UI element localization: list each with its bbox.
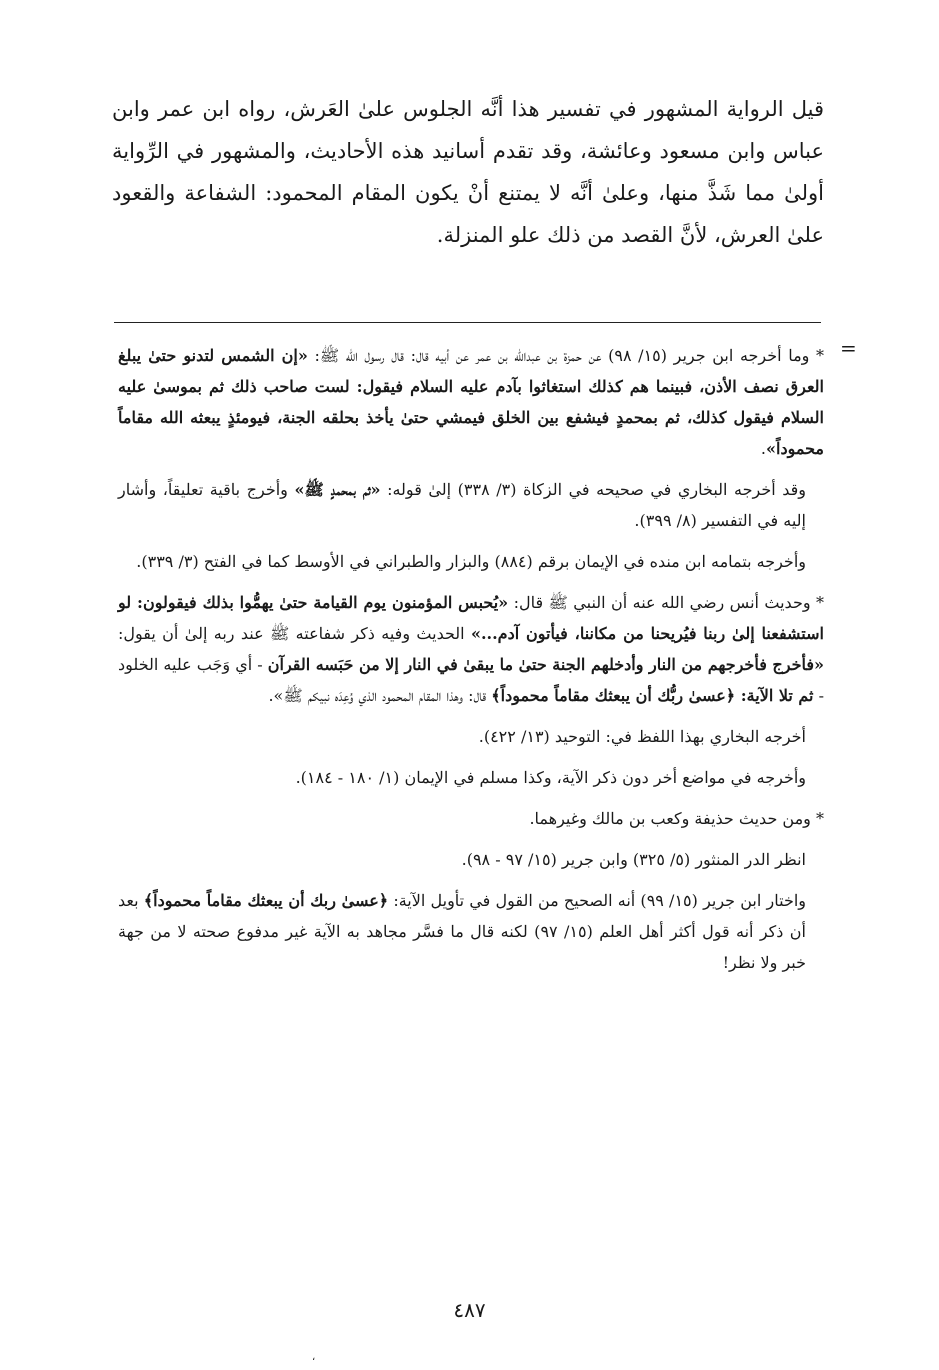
continuation-mark: = <box>840 336 857 360</box>
main-paragraph: قيل الرواية المشهور في تفسير هذا أنَّه الجلوس علىٰ العَرش، رواه ابن عمر وابن عباس وابن مسعود وعائشة، وقد تقدم أسانيد هذه الأحاديث، والمشهور في الرِّواية أولىٰ مما شَذَّ منها، وعلىٰ أنَّه لا يمتنع أنْ يكون المقام المحمود: الشفاعة والقعود علىٰ العرش، لأنَّ القصد من ذلك علو المنزلة. <box>112 97 824 247</box>
hadith-quote: «فأخرج فأخرجهم من النار وأدخلهم الجنة حتىٰ ما يبقىٰ في النار إلا من حَبَسه القرآن <box>267 655 825 674</box>
footnote-paragraph <box>118 587 824 711</box>
footnote-paragraph: انظر الدر المنثور (٥/ ٣٢٥) وابن جرير (١٥/ ٩٧ - ٩٨). <box>461 850 806 869</box>
page-speck: ، <box>312 1352 316 1363</box>
hadith-quote: «إن الشمس لتدنو حتىٰ يبلغ العرق نصف الأذن، فبينما هم كذلك استغاثوا بآدم عليه السلام فيقول: لست صاحب ذلك ثم بموسىٰ عليه السلام فيقول كذلك، ثم بمحمدٍ فيشفع بين الخلق فيمشي حتىٰ يأخذ بحلقه الجنة، فيومئذٍ يبعثه الله مقاماً محموداً» <box>118 346 824 458</box>
footnote-text: بعد أن ذكر أنه قول أكثر أهل العلم (١٥/ ٩٧) لكنه قال ما فسَّر مجاهد به الآية غير مدفوع صحته لا من جهة خبر ولا نظر! <box>118 891 807 972</box>
page-number: ٤٨٧ <box>453 1298 486 1322</box>
hadith-quote: «يُحبس المؤمنون يوم القيامة حتىٰ يهمُّوا بذلك فيقولون: لو استشفعنا إلىٰ ربنا فيُريحنا من مكاننا، فيأتون آدم...» <box>118 593 824 643</box>
footnote-text: - أي وَجَب عليه الخلود - <box>118 655 824 705</box>
footnote-paragraph: * ومن حديث حذيفة وكعب بن مالك وغيرهما. <box>529 809 824 828</box>
footnote-paragraph <box>118 474 824 536</box>
footnote-paragraph: وأخرجه بتمامه ابن منده في الإيمان برقم (٨٨٤) والبزار والطبراني في الأوسط كما في الفتح (٣/ ٣٣٩). <box>136 552 806 571</box>
quran-verse: ﴿عسىٰ ربك أن يبعثك مقاماً محموداً﴾ <box>143 891 389 910</box>
hadith-quote: ثم تلا الآية: ﴿عسىٰ ربُّك أن يبعثك مقاماً محموداً﴾ <box>491 686 814 705</box>
footnote-text: . <box>760 439 767 458</box>
footnote-text: الحديث وفيه ذكر شفاعته ﷺ عند ربه إلىٰ أن يقول: <box>118 624 471 643</box>
footnote-text: * وحديث أنس رضي الله عنه أن النبي ﷺ قال: <box>508 593 824 612</box>
footnote-text: * وما أخرجه ابن جرير (١٥/ ٩٨) عن حمزة بن عبدالله بن عمر عن أبيه قال: قال رسول الله ﷺ: <box>307 346 824 365</box>
footnote-text: وقد أخرجه البخاري في صحيحه في الزكاة (٣/ ٣٣٨) إلىٰ قوله: <box>380 480 807 499</box>
footnote-text: واختار ابن جرير (١٥/ ٩٩) أنه الصحيح من القول في تأويل الآية: <box>388 891 807 910</box>
hadith-quote: «ثم بمحمدٍ ﷺ» <box>294 480 381 499</box>
footnote-paragraph <box>118 885 824 978</box>
main-text-block <box>112 88 824 256</box>
footnote-text: قال: وهذا المقام المحمود الذي وُعِدَه نبيكم ﷺ». <box>268 686 492 705</box>
footnotes-block <box>118 340 824 988</box>
footnote-paragraph: وأخرجه في مواضع أخر دون ذكر الآية، وكذا مسلم في الإيمان (١/ ١٨٠ - ١٨٤). <box>295 768 806 787</box>
footnote-divider <box>114 322 821 323</box>
footnote-text: وأخرج باقية تعليقاً، وأشار إليه في التفسير (٨/ ٣٩٩). <box>118 480 806 530</box>
footnote-paragraph <box>118 340 824 464</box>
footnote-paragraph: أخرجه البخاري بهذا اللفظ في: التوحيد (١٣/ ٤٢٢). <box>478 727 806 746</box>
